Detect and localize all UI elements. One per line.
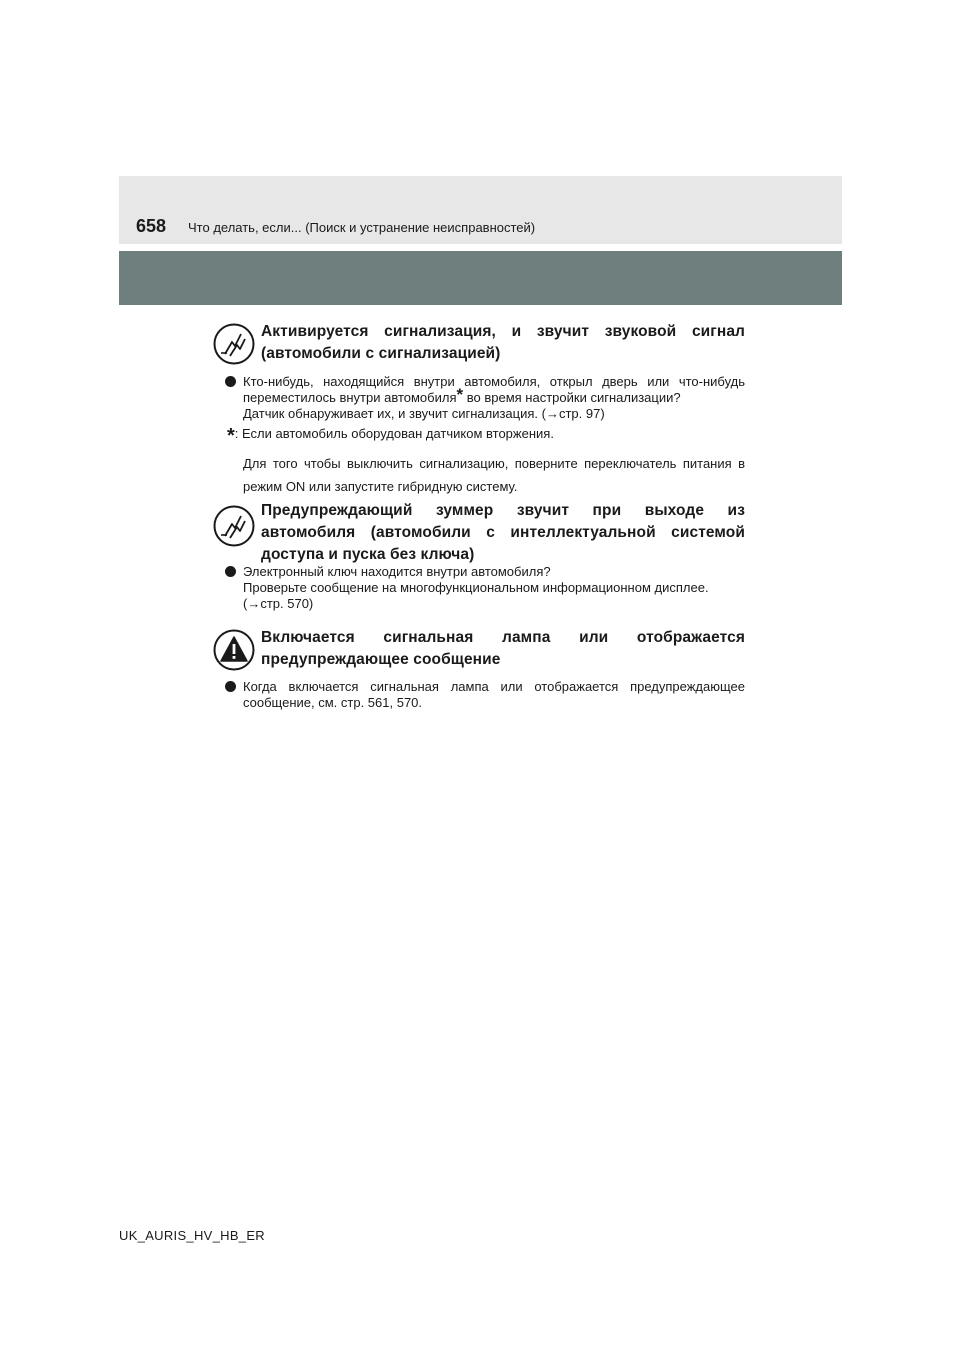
footer-model-code: UK_AURIS_HV_HB_ER: [119, 1228, 265, 1243]
tip-text: [243, 452, 745, 498]
text-line: Датчик обнаруживает их, и звучит сигнализация. (→стр. 97): [243, 406, 605, 421]
page-number: 658: [136, 216, 167, 236]
broken-wave-icon: [213, 505, 255, 547]
text-line: [243, 385, 745, 406]
text-line: режим ON или запустите гибридную систему.: [243, 479, 518, 494]
section-heading-alarm: Активируется сигнализация, и звучит звуковой сигнал (автомобили с сигнализацией): [261, 323, 745, 362]
bullet-text-warning-light: [243, 679, 745, 711]
footnote-star: *: [227, 425, 235, 447]
text-line: Электронный ключ находится внутри автомобиля?: [243, 564, 551, 579]
text-line: Для того чтобы выключить сигнализацию, поверните переключатель питания в: [243, 456, 745, 471]
broken-wave-icon: [213, 323, 255, 365]
bullet-dot: [225, 566, 236, 577]
section-band: [119, 251, 842, 305]
section-heading-buzzer: Предупреждающий зуммер звучит при выходе из автомобиля (автомобили с интеллектуальной системой доступа и пуска без ключа): [261, 502, 745, 563]
bullet-text-alarm: [243, 374, 745, 422]
section-heading-warning-light: Включается сигнальная лампа или отображается предупреждающее сообщение: [261, 629, 745, 668]
text-line: Когда включается сигнальная лампа или отображается предупреждающее: [243, 679, 745, 694]
text-line: Проверьте сообщение на многофункциональном информационном дисплее.: [243, 580, 709, 595]
text-span: во время настройки сигнализации?: [463, 390, 681, 405]
bullet-text-buzzer: [243, 564, 745, 612]
text-line: сообщение, см. стр. 561, 570.: [243, 695, 423, 710]
text-span: переместилось внутри автомобиля: [243, 390, 457, 405]
chapter-title: Что делать, если... (Поиск и устранение неисправностей): [188, 220, 536, 235]
footnote: [227, 425, 554, 447]
text-line: (→стр. 570): [243, 596, 314, 611]
footnote-star: *: [456, 385, 464, 404]
footnote-text: : Если автомобиль оборудован датчиком вторжения.: [234, 426, 554, 441]
bullet-dot: [225, 376, 236, 387]
text-line: Кто-нибудь, находящийся внутри автомобиля, открыл дверь или что-нибудь: [243, 374, 745, 389]
warning-triangle-icon: [213, 629, 255, 671]
bullet-dot: [225, 681, 236, 692]
